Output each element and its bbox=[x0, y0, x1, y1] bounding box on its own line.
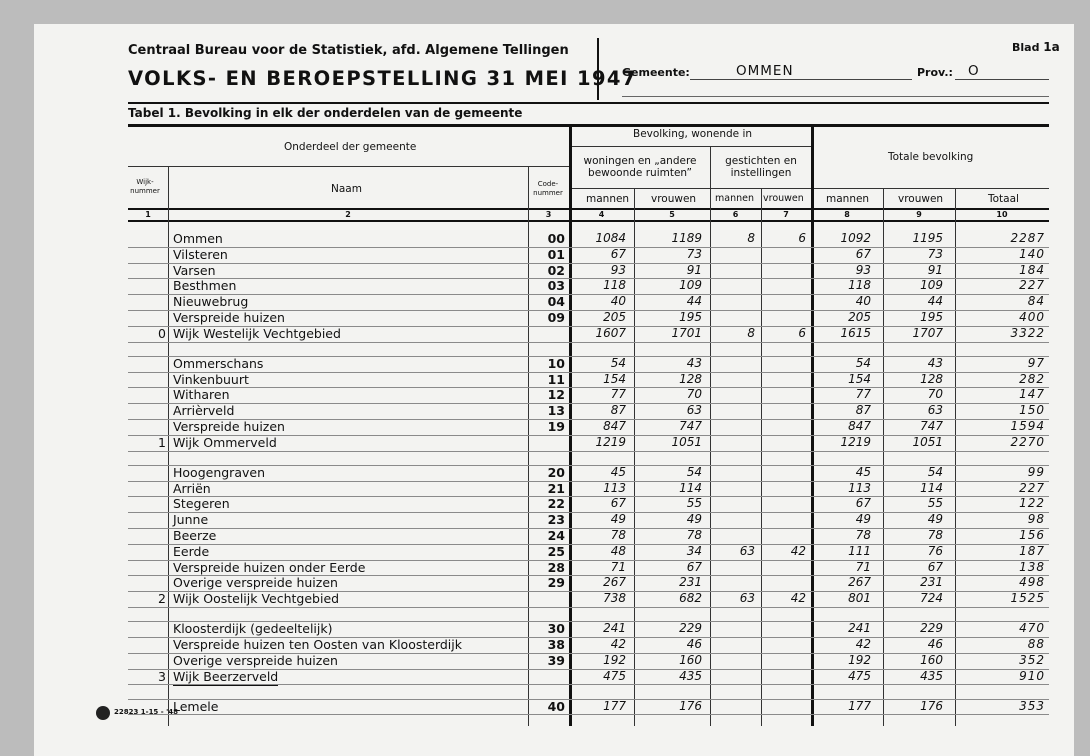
woningen-mannen: 1084 bbox=[595, 231, 626, 245]
col-woningen: woningen en „andere bewoonde ruimten” bbox=[583, 155, 697, 179]
totaal: 88 bbox=[1027, 637, 1045, 652]
totaal-vrouwen: 435 bbox=[920, 668, 943, 683]
code-number: 03 bbox=[547, 278, 565, 294]
totaal-vrouwen: 1707 bbox=[912, 325, 943, 340]
row-rule bbox=[128, 387, 1049, 388]
totaal: 156 bbox=[1019, 528, 1045, 543]
woningen-mannen: 45 bbox=[610, 464, 626, 479]
column-number: 10 bbox=[996, 210, 1008, 219]
row-name: Overige verspreide huizen bbox=[173, 575, 338, 591]
code-number: 04 bbox=[547, 294, 565, 310]
row-rule bbox=[128, 669, 1049, 670]
woningen-vrouwen: 435 bbox=[679, 668, 702, 683]
totaal: 138 bbox=[1019, 559, 1045, 574]
woningen-mannen: 205 bbox=[603, 310, 626, 324]
row-rule bbox=[128, 294, 1049, 295]
grid-vline bbox=[168, 166, 169, 726]
totaal-vrouwen: 1195 bbox=[912, 231, 943, 245]
row-rule bbox=[128, 575, 1049, 576]
woningen-vrouwen: 195 bbox=[679, 310, 702, 324]
gestichten-vrouwen: 6 bbox=[798, 325, 806, 340]
row-name: Wijk Ommerveld bbox=[173, 434, 277, 450]
column-number: 3 bbox=[545, 210, 552, 219]
print-code: 22823 1-15 - '48 bbox=[114, 708, 178, 716]
grid-hline bbox=[569, 188, 1049, 189]
code-number: 10 bbox=[547, 355, 565, 371]
woningen-mannen: 847 bbox=[603, 419, 626, 434]
wijk-number: 0 bbox=[158, 325, 166, 341]
totaal-mannen: 118 bbox=[848, 278, 871, 293]
totaal-mannen: 241 bbox=[848, 621, 871, 636]
row-name: Varsen bbox=[173, 262, 216, 278]
column-number: 5 bbox=[669, 210, 675, 219]
row-rule bbox=[128, 356, 1049, 357]
woningen-mannen: 475 bbox=[603, 668, 626, 683]
row-name: Wijk Beerzerveld bbox=[173, 668, 279, 684]
col-code-nummer: Code-nummer bbox=[533, 180, 563, 197]
woningen-vrouwen: 91 bbox=[686, 262, 702, 277]
code-number: 23 bbox=[547, 512, 565, 528]
prov-value: O bbox=[968, 63, 979, 79]
woningen-vrouwen: 44 bbox=[686, 294, 702, 309]
code-number: 01 bbox=[547, 246, 565, 262]
woningen-mannen: 154 bbox=[603, 371, 626, 386]
row-name: Vilsteren bbox=[173, 246, 228, 262]
row-name: Nieuwebrug bbox=[173, 294, 249, 310]
gestichten-vrouwen: 6 bbox=[798, 231, 806, 245]
woningen-vrouwen: 114 bbox=[679, 480, 702, 495]
totaal: 282 bbox=[1019, 371, 1045, 386]
row-rule bbox=[128, 403, 1049, 404]
code-number: 21 bbox=[547, 480, 565, 496]
row-name: Verspreide huizen ten Oosten van Kloosterdijk bbox=[173, 637, 462, 653]
row-rule bbox=[128, 481, 1049, 482]
woningen-vrouwen: 43 bbox=[686, 355, 702, 370]
totaal-vrouwen: 231 bbox=[920, 575, 943, 590]
row-rule bbox=[128, 591, 1049, 592]
totaal: 1594 bbox=[1010, 419, 1045, 434]
wijk-number: 2 bbox=[158, 591, 166, 607]
code-number: 19 bbox=[547, 419, 565, 435]
totaal: 184 bbox=[1019, 262, 1045, 277]
code-number: 30 bbox=[547, 621, 565, 637]
row-name: Lemele bbox=[173, 698, 219, 714]
totaal-mannen: 475 bbox=[848, 668, 871, 683]
gestichten-mannen: 8 bbox=[747, 325, 755, 340]
woningen-mannen: 738 bbox=[603, 591, 626, 606]
totaal-vrouwen: 46 bbox=[927, 637, 943, 652]
totaal-vrouwen: 176 bbox=[920, 698, 943, 713]
totaal-mannen: 111 bbox=[848, 543, 871, 558]
row-rule bbox=[128, 653, 1049, 654]
col-totaal: Totaal bbox=[988, 193, 1019, 205]
woningen-mannen: 77 bbox=[610, 387, 626, 402]
code-number: 40 bbox=[547, 698, 565, 714]
row-name: Beerze bbox=[173, 528, 217, 544]
gestichten-mannen: 63 bbox=[739, 591, 755, 606]
row-rule bbox=[128, 528, 1049, 529]
header-extra-line bbox=[622, 96, 1049, 97]
row-rule bbox=[128, 544, 1049, 545]
totaal: 2270 bbox=[1010, 434, 1045, 449]
row-rule bbox=[128, 278, 1049, 279]
woningen-vrouwen: 78 bbox=[686, 528, 702, 543]
row-rule bbox=[128, 637, 1049, 638]
prov-line bbox=[955, 79, 1049, 80]
woningen-vrouwen: 49 bbox=[686, 512, 702, 527]
woningen-mannen: 67 bbox=[610, 246, 626, 261]
totaal: 150 bbox=[1019, 403, 1045, 418]
totaal-vrouwen: 67 bbox=[927, 559, 943, 574]
totaal-mannen: 1092 bbox=[840, 231, 871, 245]
code-number: 13 bbox=[547, 403, 565, 419]
totaal-mannen: 77 bbox=[855, 387, 871, 402]
totaal-mannen: 93 bbox=[855, 262, 871, 277]
column-number: 2 bbox=[345, 210, 351, 219]
code-number: 25 bbox=[547, 543, 565, 559]
woningen-vrouwen: 46 bbox=[686, 637, 702, 652]
grid-hline bbox=[128, 220, 1049, 222]
woningen-mannen: 48 bbox=[610, 543, 626, 558]
woningen-vrouwen: 54 bbox=[686, 464, 702, 479]
cbs-logo-icon bbox=[96, 706, 110, 720]
code-number: 02 bbox=[547, 262, 565, 278]
totaal-vrouwen: 76 bbox=[927, 543, 943, 558]
column-number: 8 bbox=[844, 210, 850, 219]
woningen-vrouwen: 1051 bbox=[671, 434, 702, 449]
totaal: 187 bbox=[1019, 543, 1045, 558]
totaal-mannen: 40 bbox=[855, 294, 871, 309]
col-totale: Totale bevolking bbox=[888, 151, 974, 163]
row-rule bbox=[128, 714, 1049, 715]
woningen-mannen: 67 bbox=[610, 496, 626, 511]
code-number: 28 bbox=[547, 559, 565, 575]
row-rule bbox=[128, 342, 1049, 343]
col-wijk-nummer: Wijk-nummer bbox=[130, 178, 160, 195]
totaal-vrouwen: 63 bbox=[927, 403, 943, 418]
code-number: 38 bbox=[547, 637, 565, 653]
woningen-vrouwen: 229 bbox=[679, 621, 702, 636]
woningen-mannen: 267 bbox=[603, 575, 626, 590]
totaal-vrouwen: 114 bbox=[920, 480, 943, 495]
table-top-rule bbox=[128, 124, 1049, 127]
totaal-vrouwen: 128 bbox=[920, 371, 943, 386]
row-rule bbox=[128, 496, 1049, 497]
totaal: 352 bbox=[1019, 652, 1045, 667]
totaal-vrouwen: 109 bbox=[920, 278, 943, 293]
gemeente-value: OMMEN bbox=[736, 63, 794, 79]
totaal: 227 bbox=[1019, 278, 1045, 293]
totaal-vrouwen: 54 bbox=[927, 464, 943, 479]
totaal-vrouwen: 70 bbox=[927, 387, 943, 402]
blad-label: Blad 1a bbox=[1012, 40, 1060, 54]
row-name: Verspreide huizen onder Eerde bbox=[173, 559, 366, 575]
row-rule bbox=[128, 263, 1049, 264]
totaal-vrouwen: 44 bbox=[927, 294, 943, 309]
gemeente-line bbox=[690, 79, 912, 80]
totaal-mannen: 49 bbox=[855, 512, 871, 527]
totaal-mannen: 71 bbox=[855, 559, 871, 574]
code-number: 22 bbox=[547, 496, 565, 512]
col-vrouwen-1: vrouwen bbox=[651, 193, 697, 205]
gestichten-mannen: 8 bbox=[747, 231, 755, 245]
column-number: 9 bbox=[916, 210, 922, 219]
woningen-vrouwen: 63 bbox=[686, 403, 702, 418]
col-bevolking-wonende: Bevolking, wonende in bbox=[633, 128, 753, 140]
header-rule bbox=[128, 102, 1049, 104]
woningen-mannen: 177 bbox=[603, 698, 626, 713]
woningen-vrouwen: 160 bbox=[679, 652, 702, 667]
totaal-mannen: 154 bbox=[848, 371, 871, 386]
col-mannen-3: mannen bbox=[826, 193, 870, 205]
woningen-vrouwen: 1189 bbox=[671, 231, 702, 245]
col-mannen-1: mannen bbox=[586, 193, 630, 205]
form-title: VOLKS- EN BEROEPSTELLING 31 MEI 1947 bbox=[128, 67, 637, 90]
code-number: 24 bbox=[547, 528, 565, 544]
totaal-vrouwen: 73 bbox=[927, 246, 943, 261]
woningen-vrouwen: 34 bbox=[686, 543, 702, 558]
totaal-mannen: 801 bbox=[848, 591, 871, 606]
woningen-mannen: 87 bbox=[610, 403, 626, 418]
gestichten-vrouwen: 42 bbox=[790, 543, 806, 558]
totaal-mannen: 67 bbox=[855, 496, 871, 511]
row-rule bbox=[128, 435, 1049, 436]
row-rule bbox=[128, 560, 1049, 561]
row-name: Stegeren bbox=[173, 496, 230, 512]
row-name: Verspreide huizen bbox=[173, 310, 285, 325]
column-number: 4 bbox=[598, 210, 605, 219]
woningen-vrouwen: 128 bbox=[679, 371, 702, 386]
totaal-mannen: 205 bbox=[848, 310, 871, 324]
gestichten-mannen: 63 bbox=[739, 543, 755, 558]
code-number: 12 bbox=[547, 387, 565, 403]
woningen-mannen: 71 bbox=[610, 559, 626, 574]
gemeente-label: Gemeente: bbox=[622, 66, 690, 79]
row-name: Ommen bbox=[173, 231, 223, 246]
woningen-mannen: 49 bbox=[610, 512, 626, 527]
woningen-vrouwen: 109 bbox=[679, 278, 702, 293]
row-name: Wijk Oostelijk Vechtgebied bbox=[173, 591, 340, 607]
woningen-vrouwen: 1701 bbox=[671, 325, 702, 340]
row-name: Wijk Westelijk Vechtgebied bbox=[173, 325, 341, 341]
woningen-vrouwen: 73 bbox=[686, 246, 702, 261]
totaal: 353 bbox=[1019, 698, 1045, 713]
row-name: Witharen bbox=[173, 387, 230, 403]
row-name: Besthmen bbox=[173, 278, 237, 294]
totaal: 1525 bbox=[1010, 591, 1045, 606]
totaal: 910 bbox=[1019, 668, 1045, 683]
row-rule bbox=[128, 465, 1049, 466]
totaal: 97 bbox=[1027, 355, 1045, 370]
row-name: Verspreide huizen bbox=[173, 419, 285, 435]
woningen-mannen: 78 bbox=[610, 528, 626, 543]
code-number: 29 bbox=[547, 575, 565, 591]
row-rule bbox=[128, 247, 1049, 248]
wijk-number: 3 bbox=[158, 668, 166, 684]
totaal-vrouwen: 195 bbox=[920, 310, 943, 324]
code-number: 39 bbox=[547, 652, 565, 668]
totaal-vrouwen: 49 bbox=[927, 512, 943, 527]
row-rule bbox=[128, 621, 1049, 622]
row-name: Kloosterdijk (gedeeltelijk) bbox=[173, 621, 333, 637]
woningen-vrouwen: 55 bbox=[686, 496, 702, 511]
totaal-mannen: 177 bbox=[848, 698, 871, 713]
column-number: 6 bbox=[732, 210, 739, 219]
col-onderdeel: Onderdeel der gemeente bbox=[284, 141, 417, 153]
totaal-vrouwen: 1051 bbox=[912, 434, 943, 449]
gestichten-vrouwen: 42 bbox=[790, 591, 806, 606]
totaal-mannen: 78 bbox=[855, 528, 871, 543]
col-vrouwen-3: vrouwen bbox=[898, 193, 944, 205]
totaal: 470 bbox=[1019, 621, 1045, 636]
woningen-mannen: 118 bbox=[603, 278, 626, 293]
totaal-mannen: 847 bbox=[848, 419, 871, 434]
totaal-vrouwen: 229 bbox=[920, 621, 943, 636]
woningen-vrouwen: 176 bbox=[679, 698, 702, 713]
totaal-vrouwen: 55 bbox=[927, 496, 943, 511]
woningen-mannen: 93 bbox=[610, 262, 626, 277]
totaal-mannen: 1219 bbox=[840, 434, 871, 449]
totaal-vrouwen: 724 bbox=[920, 591, 943, 606]
woningen-mannen: 113 bbox=[603, 480, 626, 495]
totaal-vrouwen: 747 bbox=[920, 419, 943, 434]
grid-vline bbox=[761, 188, 762, 726]
totaal-mannen: 67 bbox=[855, 246, 871, 261]
row-rule bbox=[128, 607, 1049, 608]
woningen-mannen: 40 bbox=[610, 294, 626, 309]
totaal: 147 bbox=[1019, 387, 1045, 402]
row-rule bbox=[128, 512, 1049, 513]
row-name: Eerde bbox=[173, 543, 210, 559]
code-number: 11 bbox=[547, 371, 565, 387]
prov-label: Prov.: bbox=[917, 66, 953, 79]
totaal-mannen: 1615 bbox=[840, 325, 871, 340]
col-naam: Naam bbox=[331, 183, 362, 195]
row-rule bbox=[128, 372, 1049, 373]
column-number: 7 bbox=[783, 210, 789, 219]
grid-hline bbox=[569, 146, 811, 147]
bureau-name: Centraal Bureau voor de Statistiek, afd. Algemene Tellingen bbox=[128, 43, 569, 58]
row-rule bbox=[128, 699, 1049, 700]
totaal-mannen: 54 bbox=[855, 355, 871, 370]
code-number: 00 bbox=[547, 231, 565, 246]
totaal: 98 bbox=[1027, 512, 1045, 527]
totaal-mannen: 42 bbox=[855, 637, 871, 652]
totaal-mannen: 45 bbox=[855, 464, 871, 479]
totaal-vrouwen: 78 bbox=[927, 528, 943, 543]
totaal: 2287 bbox=[1010, 231, 1045, 245]
woningen-vrouwen: 70 bbox=[686, 387, 702, 402]
woningen-vrouwen: 682 bbox=[679, 591, 702, 606]
woningen-mannen: 1607 bbox=[595, 325, 626, 340]
row-rule bbox=[128, 326, 1049, 327]
row-name: Arrièrveld bbox=[173, 403, 235, 419]
row-name: Arriën bbox=[173, 480, 211, 496]
woningen-mannen: 241 bbox=[603, 621, 626, 636]
woningen-mannen: 192 bbox=[603, 652, 626, 667]
woningen-mannen: 54 bbox=[610, 355, 626, 370]
grid-hline bbox=[128, 166, 569, 167]
header-divider bbox=[597, 38, 599, 100]
table-title: Tabel 1. Bevolking in elk der onderdelen van de gemeente bbox=[128, 106, 523, 120]
row-name: Junne bbox=[173, 512, 209, 528]
row-rule bbox=[128, 310, 1049, 311]
row-rule bbox=[128, 419, 1049, 420]
totaal: 498 bbox=[1019, 575, 1045, 590]
col-vrouwen-2: vrouwen bbox=[763, 193, 804, 204]
row-name: Ommerschans bbox=[173, 355, 264, 371]
woningen-vrouwen: 231 bbox=[679, 575, 702, 590]
col-gestichten: gestichten en instellingen bbox=[725, 155, 797, 179]
totaal-mannen: 192 bbox=[848, 652, 871, 667]
woningen-vrouwen: 67 bbox=[686, 559, 702, 574]
code-number: 09 bbox=[547, 310, 565, 325]
totaal-mannen: 87 bbox=[855, 403, 871, 418]
column-number: 1 bbox=[145, 210, 151, 219]
woningen-mannen: 42 bbox=[610, 637, 626, 652]
row-rule bbox=[128, 684, 1049, 685]
totaal-mannen: 267 bbox=[848, 575, 871, 590]
wijk-number: 1 bbox=[158, 434, 166, 450]
code-number: 20 bbox=[547, 464, 565, 480]
woningen-vrouwen: 747 bbox=[679, 419, 702, 434]
totaal: 140 bbox=[1019, 246, 1045, 261]
totaal-vrouwen: 160 bbox=[920, 652, 943, 667]
totaal-vrouwen: 91 bbox=[927, 262, 943, 277]
row-name: Hoogengraven bbox=[173, 464, 265, 480]
totaal: 122 bbox=[1019, 496, 1045, 511]
row-rule bbox=[128, 451, 1049, 452]
row-name: Vinkenbuurt bbox=[173, 371, 249, 387]
totaal-vrouwen: 43 bbox=[927, 355, 943, 370]
col-mannen-2: mannen bbox=[715, 193, 754, 204]
totaal: 400 bbox=[1019, 310, 1045, 324]
totaal: 99 bbox=[1027, 464, 1045, 479]
totaal-mannen: 113 bbox=[848, 480, 871, 495]
totaal: 84 bbox=[1027, 294, 1045, 309]
woningen-mannen: 1219 bbox=[595, 434, 626, 449]
totaal: 3322 bbox=[1010, 325, 1045, 340]
totaal: 227 bbox=[1019, 480, 1045, 495]
row-name: Overige verspreide huizen bbox=[173, 652, 338, 668]
